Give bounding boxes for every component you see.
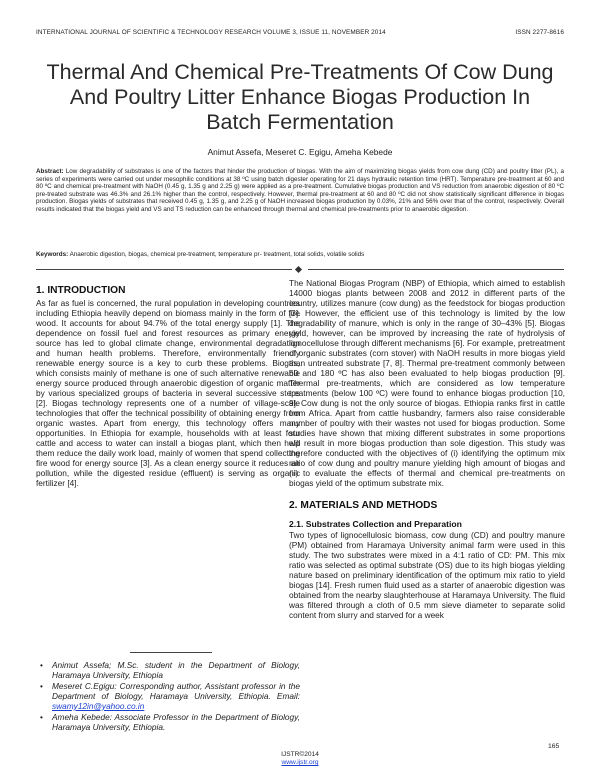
author-footnotes xyxy=(36,660,300,733)
journal-url-link[interactable]: www.ijstr.org xyxy=(281,759,319,766)
journal-name: INTERNATIONAL JOURNAL OF SCIENTIFIC & TECHNOLOGY RESEARCH VOLUME 3, ISSUE 11, NOVEMBER 2014 xyxy=(36,29,386,36)
left-column xyxy=(36,285,300,488)
bullet-icon: • xyxy=(40,660,43,670)
footnote-text: Ameha Kebede: Associate Professor in the Department of Biology, Haramaya University, Ethiopia. xyxy=(52,712,300,732)
footnote-text: Meseret C.Egigu: Corresponding author, Assistant professor in the Department of Biology, Haramaya University, Ethiopia. Email: xyxy=(52,681,300,701)
issn: ISSN 2277-8616 xyxy=(515,29,564,36)
introduction-text: As far as fuel is concerned, the rural population in developing countries including Ethiopia heavily depend on biomass mainly in the form of fire wood. It accounts for about 94.7% of the total energy supply [1]. The dependence on fossil fuel and forest resources as primary energy source has led to global climate change, environmental degradation and human health problems. Therefore, environmentally friendly renewable energy source is a key to curb these problems. Biogas, which consists mainly of methane is one of such alternative renewable energy source produced through anaerobic digestion of organic matter by various specialized groups of bacteria in several successive steps [2]. Biogas technology represents one of a number of village-scale technologies that offer the technical possibility of obtaining energy from organic wastes. Apart from energy, this technology offers many opportunities. In Ethiopia for example, households with at least four cattle and access to water can install a biogas plant, which then help them reduce the daily work load, mainly of women that spend collecting fire wood for energy source [3]. As a clean energy source it reduces air pollution, while the digested residue (effluent) is serving as organic fertilizer [4]. xyxy=(36,298,300,488)
footnote-item xyxy=(36,712,300,732)
author-list: Animut Assefa, Meseret C. Egigu, Ameha Kebede xyxy=(207,147,393,157)
methods-text: Two types of lignocellulosic biomass, cow dung (CD) and poultry manure (PM) obtained from Haramaya University animal farm were used in this study. The two substrates were mixed in a 4:1 ratio of CD: PM. This mix ratio was selected as optimal substrate (OS) due to its high biogas yielding nature based on preliminary identification of the optimum mix ratio to yield biogas [14]. Fresh rumen fluid used as a starter of anaerobic digestion was obtained from the nearby slaughterhouse at Haramaya University. The fluid was filtered through a cloth of 0.5 mm sieve diameter to separate solid content from slurry and starved for a week xyxy=(289,530,565,620)
footnote-rule xyxy=(130,652,212,653)
abstract-text: Low degradability of substrates is one of the factors that hinder the production of biogas. With the aim of maximizing biogas yields from cow dung (CD) and poultry litter (PL), a series of experiments were carried out under mesophilic conditions at 38 ºC using batch digester operating for 21 days hydraulic retention time (HRT). Temperature pre-treatment at 60 and 80 ºC and chemical pre-treatment with NaOH (0.45 g, 1.35 g and 2.25 g) were applied as a pre-treatment. Cumulative biogas production and VS reduction from anaerobic digestion of 80 ºC pre-treated substrate was 46.3% and 26.1% higher than the control, respectively. However, thermal pre-treatment at 60 and 80 ºC did not show statistically significant difference in biogas production. Biogas yields of substrates that received 0.45 g, 1.35 g, and 2.25 g of NaOH increased biogas production by 0.03%, 21% and 56% over that of the control, respectively. Overall results indicated that the biogas yield and VS and TS reduction can be enhanced through thermal and chemical pre-treatments prior to anaerobic digestion. xyxy=(36,168,564,213)
running-header xyxy=(36,29,564,36)
divider-line-left xyxy=(36,269,292,270)
introduction-continued-text: The National Biogas Program (NBP) of Ethiopia, which aimed to establish 14000 biogas plants between 2008 and 2012 in different parts of the country, utilizes manure (cow dung) as the feedstock for biogas production [3]. However, the efficient use of this technology is limited by the low degradability of manure, which is only in the range of 30–43% [5]. Biogas yield, however, can be improved by increasing the rate of hydrolysis of lignocellulose through different mechanisms [6]. For example, pretreatment of organic substrates (corn stover) with NaOH results in more biogas yield than untreated substrate [7, 8]. Thermal pre-treatment commonly between 60 and 180 ºC has also been evaluated to help biogas production [9]. Thermal pre-treatments, which are considered as low temperature treatments (below 100 ºC) were found to enhance biogas production [10, 9]. Cow dung is not the only source of biogas. Ethiopia ranks first in cattle from Africa. Apart from cattle husbandry, farmers also raise considerable number of poultry with their wastes not used for biogas production. Some studies have shown that mixing different substrates in some proportions will result in more biogas production than sole digestion. This study was therefore conducted with the objectives of (i) identifying the optimum mix ratio of cow dung and poultry manure yielding high amount of biogas and (ii) to evaluate the effects of thermal and chemical pre-treatments on biogas yield of the optimum substrate mix. xyxy=(289,278,565,488)
footnote-item xyxy=(36,660,300,680)
divider-line-right xyxy=(308,269,564,270)
bullet-icon: • xyxy=(40,681,43,691)
abstract-label: Abstract: xyxy=(36,168,64,175)
right-column xyxy=(289,278,565,620)
page-number: 165 xyxy=(548,743,560,750)
page-footer xyxy=(200,751,400,767)
keywords-text: Anaerobic digestion, biogas, chemical pre-treatment, temperature pr- treatment, total solids, volatile solids xyxy=(68,251,365,258)
methods-heading: 2. MATERIALS AND METHODS xyxy=(289,500,438,511)
footer-copyright: IJSTR©2014 xyxy=(281,751,319,758)
subsection-heading: 2.1. Substrates Collection and Preparation xyxy=(289,519,462,529)
keywords-label: Keywords: xyxy=(36,251,69,258)
email-link[interactable]: swamy12in@yahoo.co.in xyxy=(52,701,145,711)
footnote-text: Animut Assefa; M.Sc. student in the Department of Biology, Haramaya University, Ethiopia xyxy=(52,660,300,680)
abstract xyxy=(36,168,564,214)
keywords xyxy=(36,251,564,259)
bullet-icon: • xyxy=(40,712,43,722)
introduction-heading: 1. INTRODUCTION xyxy=(36,285,126,296)
divider-diamond-icon xyxy=(295,266,302,273)
footnote-item xyxy=(36,681,300,711)
section-divider xyxy=(36,267,564,273)
paper-title: Thermal And Chemical Pre-Treatments Of Cow Dung And Poultry Litter Enhance Biogas Production In Batch Fermentation xyxy=(46,60,554,134)
